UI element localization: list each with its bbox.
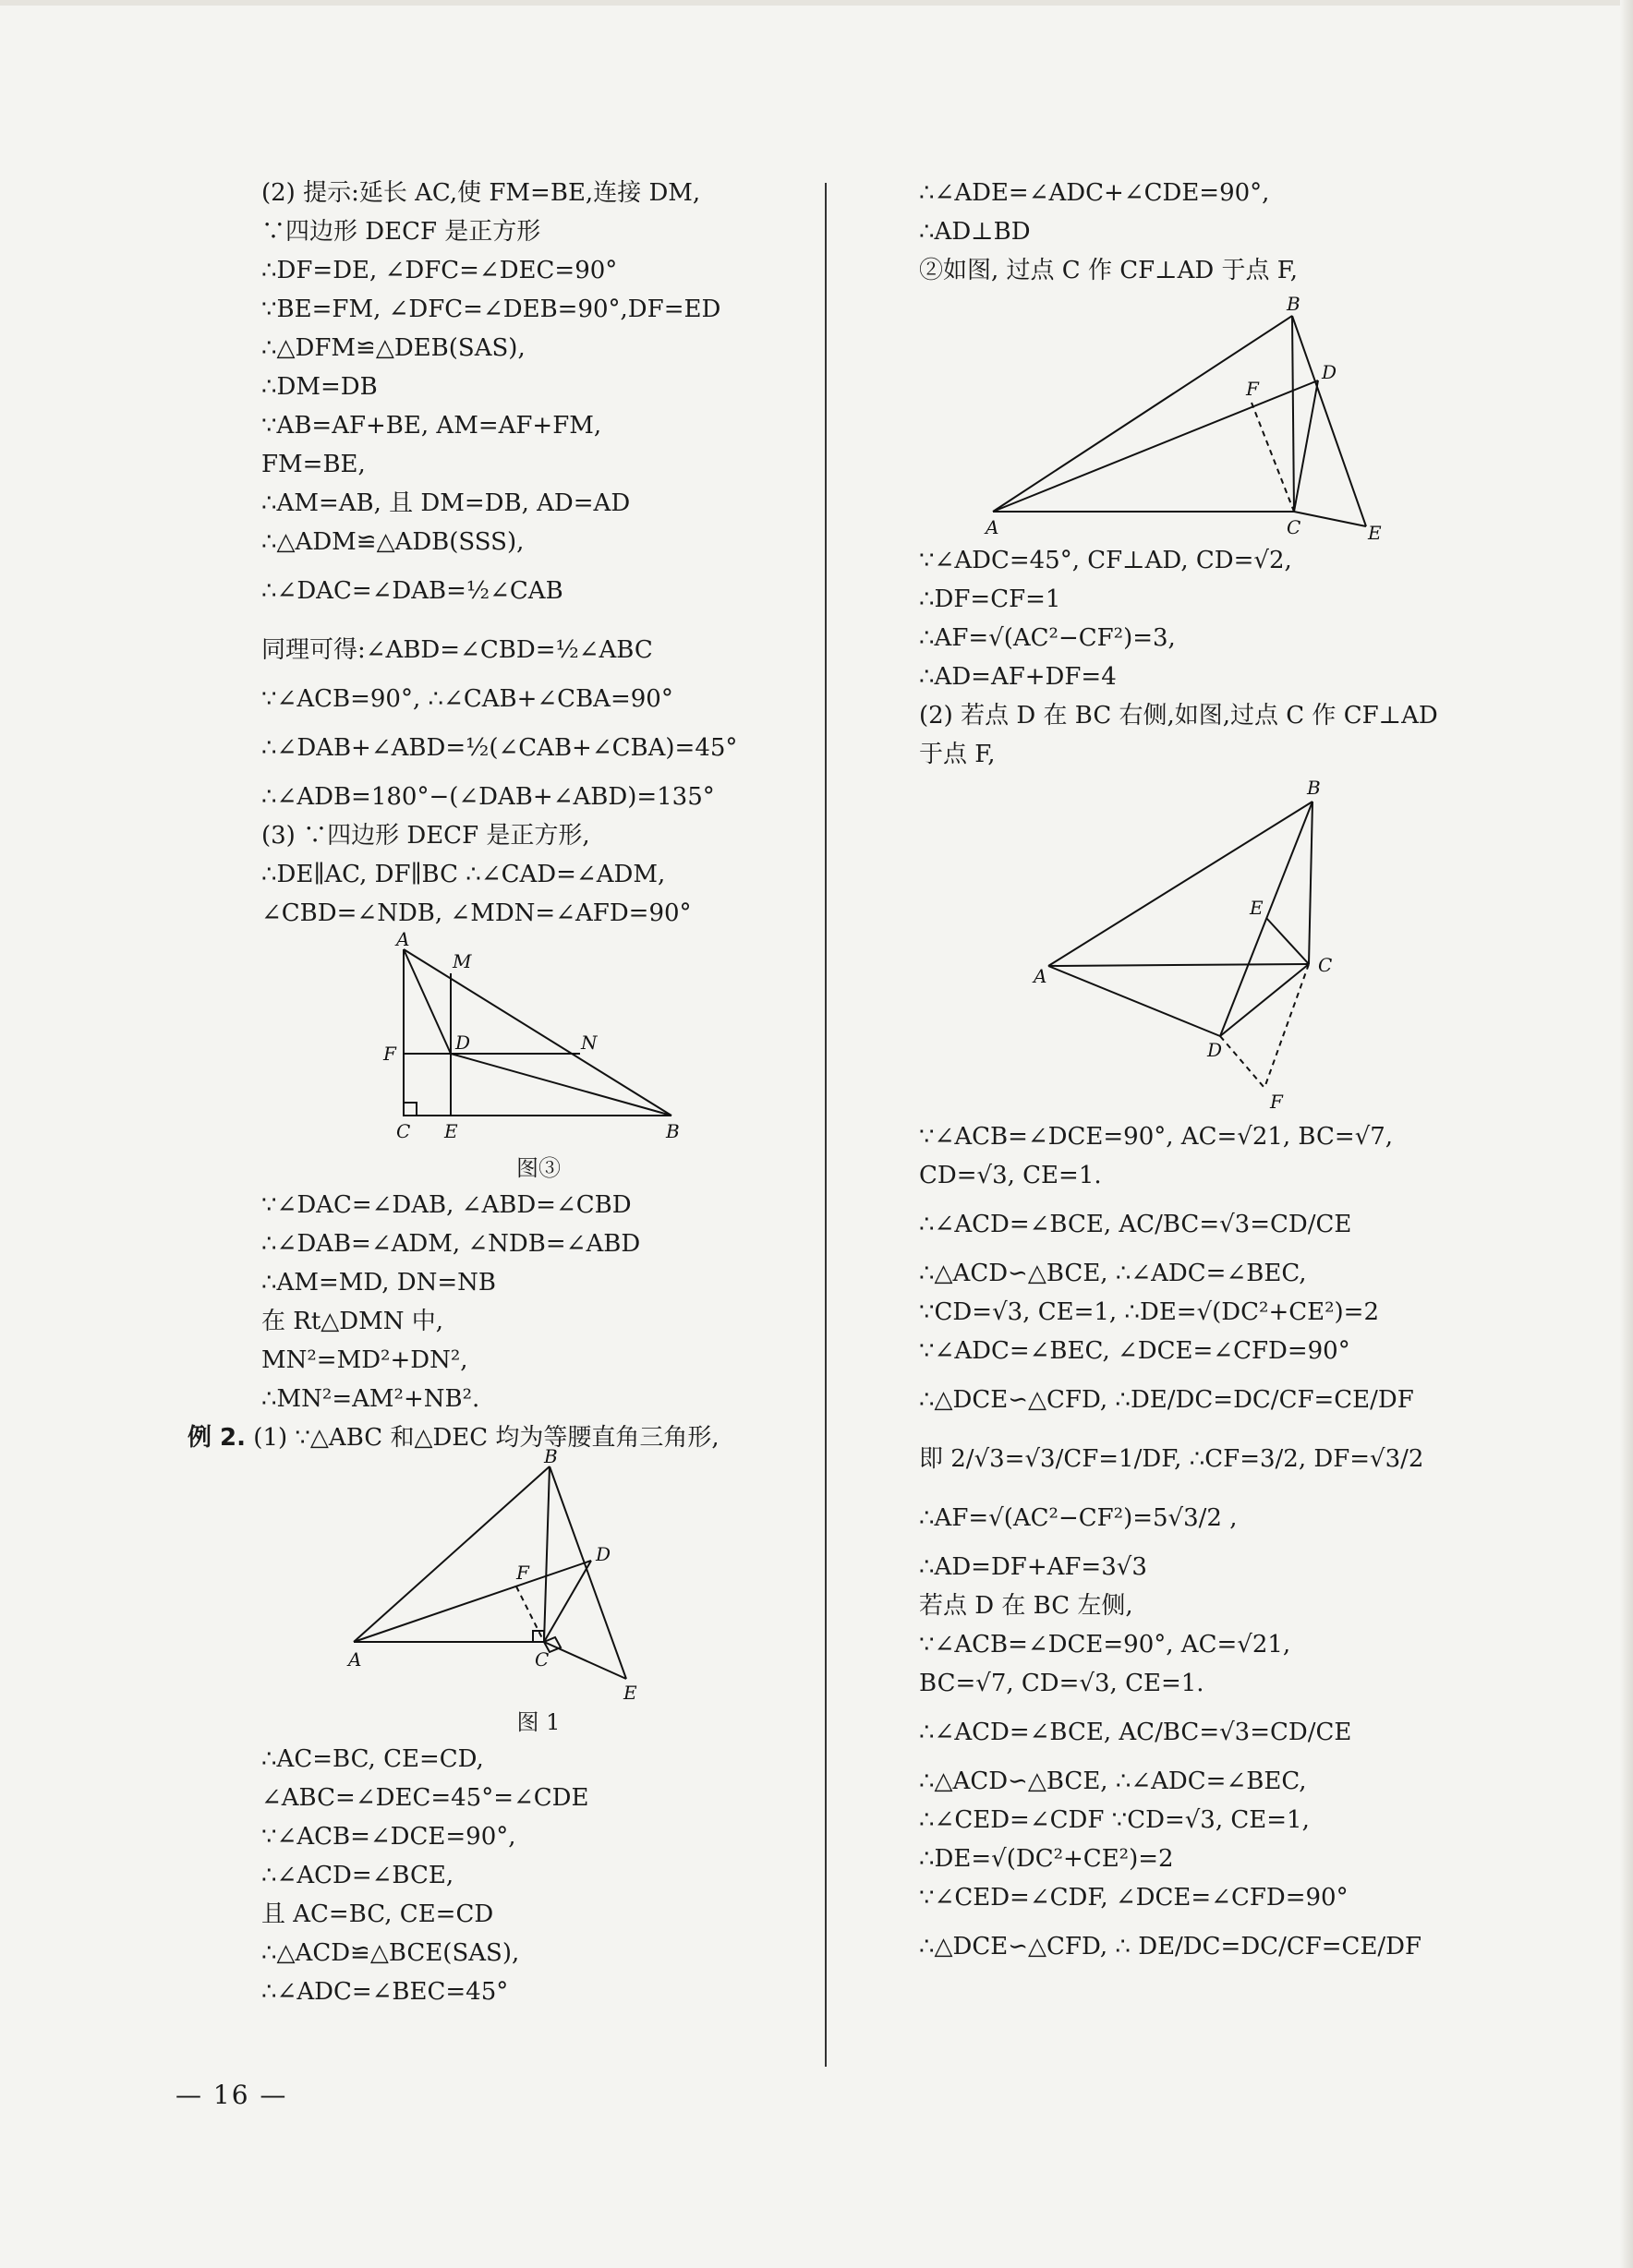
text-line: ∴∠ADC=∠BEC=45° [261,1978,509,2006]
text-line: ∴AF=√(AC²−CF²)=3, [919,624,1176,652]
column-divider [825,183,827,2067]
text-line: ∵∠ACB=∠DCE=90°, AC=√21, [919,1631,1291,1659]
fig1-label: A [348,1648,362,1671]
text-line: BC=√7, CD=√3, CE=1. [919,1670,1204,1697]
fig-b-label: E [1250,897,1264,919]
text-line: ∴AM=AB, 且 DM=DB, AD=AD [261,489,631,517]
example-2-text: (1) ∵△ABC 和△DEC 均为等腰直角三角形, [253,1424,720,1452]
left-column [187,174,816,2011]
text-line: ∴∠ADB=180°−(∠DAB+∠ABD)=135° [261,783,715,811]
formula-abd: 同理可得:∠ABD=∠CBD=½∠ABC [261,636,653,664]
text-line: ∵AB=AF+BE, AM=AF+FM, [261,412,602,440]
text-line: ∵∠ACB=90°, ∴∠CAB+∠CBA=90° [261,685,673,713]
text-line: ∵四边形 DECF 是正方形 [261,218,541,246]
formula-af: ∴AF=√(AC²−CF²)=5√3/2 , [919,1504,1238,1532]
fig3-label: N [581,1031,598,1054]
fig3-label: F [383,1043,396,1065]
fig-b-label: D [1207,1039,1223,1061]
example-2-label: 例 2. [187,1424,247,1452]
text-line: (3) ∵四边形 DECF 是正方形, [261,822,590,850]
text-line: ∴DF=CF=1 [919,585,1061,613]
fig-a-label: D [1322,361,1337,383]
text-line: ∴DF=DE, ∠DFC=∠DEC=90° [261,257,618,284]
formula-ratio: 即 2/√3=√3/CF=1/DF, ∴CF=3/2, DF=√3/2 [919,1445,1424,1473]
fig1-label: C [535,1648,550,1671]
page-top-edge [0,0,1633,6]
fig-b-label: F [1270,1091,1283,1113]
text-line: ∵∠ADC=∠BEC, ∠DCE=∠CFD=90° [919,1337,1350,1365]
text-line: ∴AD=AF+DF=4 [919,663,1117,691]
text-line: CD=√3, CE=1. [919,1162,1102,1189]
figure-1-caption: 图 1 [516,1709,561,1735]
fig-a-label: F [1246,378,1259,400]
text-line: ∴DE=√(DC²+CE²)=2 [919,1845,1174,1873]
text-line: ∴AD⊥BD [919,218,1031,246]
text-line: ∵∠DAC=∠DAB, ∠ABD=∠CBD [261,1191,632,1219]
text-line: 于点 F, [919,741,996,768]
text-line: (2) 若点 D 在 BC 右侧,如图,过点 C 作 CF⊥AD [919,702,1438,730]
figure-1 [261,1445,816,1705]
figure-a [919,290,1492,544]
text-line: ∴△ADM≌△ADB(SSS), [261,528,525,556]
formula-sim-2: ∴△DCE∽△CFD, ∴DE/DC=DC/CF=CE/DF [919,1386,1414,1414]
page-right-edge [1620,0,1633,2268]
text-line: ∵CD=√3, CE=1, ∴DE=√(DC²+CE²)=2 [919,1298,1380,1326]
formula-sum: ∴∠DAB+∠ABD=½(∠CAB+∠CBA)=45° [261,734,738,762]
formula-sim-3: ∴∠ACD=∠BCE, AC/BC=√3=CD/CE [919,1719,1352,1746]
text-line: ∠ABC=∠DEC=45°=∠CDE [261,1784,589,1812]
fig1-label: D [596,1543,611,1565]
right-column [919,174,1492,1976]
formula-dac: ∴∠DAC=∠DAB=½∠CAB [261,577,563,605]
text-line: ∴△DFM≌△DEB(SAS), [261,334,526,362]
fig1-label: B [544,1445,558,1467]
formula-sim-4: ∴△DCE∽△CFD, ∴ DE/DC=DC/CF=CE/DF [919,1933,1422,1960]
text-line: ②如图, 过点 C 作 CF⊥AD 于点 F, [919,257,1299,284]
text-line: ∴AM=MD, DN=NB [261,1269,497,1297]
fig3-label: D [455,1031,471,1054]
text-line: ∴AD=DF+AF=3√3 [919,1553,1147,1581]
example-2-heading [187,1418,816,1457]
fig1-label: E [623,1682,637,1704]
text-line: ∴AC=BC, CE=CD, [261,1745,484,1773]
fig-b-label: C [1318,954,1333,976]
text-line: 在 Rt△DMN 中, [261,1308,444,1335]
text-line: (2) 提示:延长 AC,使 FM=BE,连接 DM, [261,179,701,207]
text-line: ∴∠CED=∠CDF ∵CD=√3, CE=1, [919,1806,1310,1834]
page-number: — 16 — [175,2080,288,2110]
text-line: ∵BE=FM, ∠DFC=∠DEB=90°,DF=ED [261,296,721,323]
text-line: 若点 D 在 BC 左侧, [919,1592,1133,1620]
fig-a-label: A [986,516,999,538]
text-line: ∴∠DAB=∠ADM, ∠NDB=∠ABD [261,1230,641,1258]
left-block-a [261,174,816,561]
figure-3 [261,928,816,1151]
text-line: 且 AC=BC, CE=CD [261,1900,494,1928]
fig1-label: F [516,1562,529,1584]
fig3-label: E [444,1120,458,1142]
fig-a-label: C [1287,516,1301,538]
formula-sim-1: ∴∠ACD=∠BCE, AC/BC=√3=CD/CE [919,1211,1352,1238]
text-line: ∴DE∥AC, DF∥BC ∴∠CAD=∠ADM, [261,861,666,888]
text-line: FM=BE, [261,451,366,478]
text-line: ∴△ACD∽△BCE, ∴∠ADC=∠BEC, [919,1260,1307,1287]
fig3-label: A [396,928,410,950]
text-line: ∵∠CED=∠CDF, ∠DCE=∠CFD=90° [919,1884,1349,1912]
fig-b-label: A [1034,965,1047,987]
text-line: ∠CBD=∠NDB, ∠MDN=∠AFD=90° [261,899,692,927]
fig3-label: M [453,950,472,972]
text-line: MN²=MD²+DN², [261,1346,468,1374]
text-line: ∵∠ACB=∠DCE=90°, [261,1823,516,1851]
text-line: ∴△ACD∽△BCE, ∴∠ADC=∠BEC, [919,1767,1307,1795]
fig-a-label: E [1368,522,1382,544]
figure-b [919,774,1492,1117]
text-line: ∴∠ADE=∠ADC+∠CDE=90°, [919,179,1270,207]
fig-a-label: B [1287,293,1300,315]
text-line: ∵∠ACB=∠DCE=90°, AC=√21, BC=√7, [919,1123,1394,1151]
text-line: ∴△ACD≌△BCE(SAS), [261,1939,520,1967]
text-line: ∴DM=DB [261,373,378,401]
text-line: ∴∠ACD=∠BCE, [261,1862,454,1889]
fig-b-label: B [1307,777,1321,799]
figure-3-caption: 图③ [516,1155,561,1181]
text-line: ∵∠ADC=45°, CF⊥AD, CD=√2, [919,547,1292,574]
text-line: ∴MN²=AM²+NB². [261,1385,480,1413]
fig3-label: C [396,1120,411,1142]
fig3-label: B [666,1120,680,1142]
